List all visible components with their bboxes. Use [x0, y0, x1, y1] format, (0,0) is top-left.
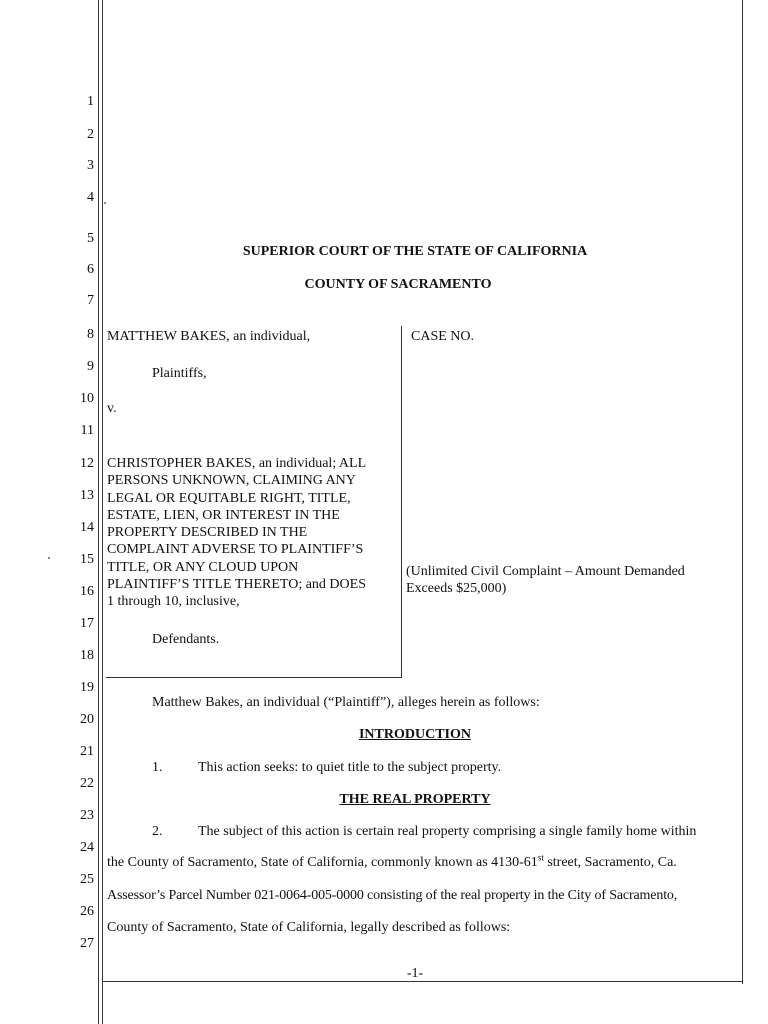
- line-number: 13: [80, 488, 94, 503]
- line-number: 23: [80, 808, 94, 823]
- line-number: 16: [80, 584, 94, 599]
- page-number: -1-: [406, 966, 424, 981]
- line-number: 17: [80, 616, 94, 631]
- defendant-role: Defendants.: [152, 632, 220, 647]
- line-number: 11: [80, 423, 94, 438]
- line-number: 14: [80, 520, 94, 535]
- line-number: 12: [80, 456, 94, 471]
- case-number-label: CASE NO.: [411, 329, 475, 344]
- line-number: 4: [87, 190, 94, 205]
- heading-real-property: THE REAL PROPERTY: [339, 792, 491, 807]
- line-number: 15: [80, 552, 94, 567]
- right-margin-rule: [742, 0, 743, 984]
- line-number: 21: [80, 744, 94, 759]
- paragraph-2-text: street, Sacramento, Ca.: [543, 855, 677, 870]
- defendant-line: PROPERTY DESCRIBED IN THE: [107, 525, 308, 541]
- plaintiff-role: Plaintiffs,: [152, 366, 207, 381]
- line-number: 26: [80, 904, 94, 919]
- defendant-line: PLAINTIFF’S TITLE THERETO; and DOES: [107, 577, 366, 593]
- stray-mark: [104, 202, 106, 204]
- defendant-line: COMPLAINT ADVERSE TO PLAINTIFF’S: [107, 542, 364, 558]
- line-number: 25: [80, 872, 94, 887]
- paragraph-1-number: 1.: [152, 760, 163, 775]
- defendant-line: CHRISTOPHER BAKES, an individual; ALL: [107, 456, 367, 471]
- defendant-names: [107, 455, 395, 611]
- defendant-line: TITLE, OR ANY CLOUD UPON: [107, 559, 299, 575]
- versus-label: v.: [107, 401, 117, 416]
- caption-divider-vertical: [401, 326, 402, 678]
- line-number: 20: [80, 712, 94, 727]
- caption-divider-bottom: [106, 677, 402, 678]
- defendant-line: ESTATE, LIEN, OR INTEREST IN THE: [107, 507, 340, 523]
- paragraph-1-text: This action seeks: to quiet title to the subject property.: [198, 760, 502, 775]
- line-number: 9: [87, 359, 94, 374]
- line-number: 3: [87, 158, 94, 173]
- paragraph-2-number: 2.: [152, 824, 163, 839]
- complaint-type-line2: Exceeds $25,000): [406, 581, 507, 596]
- paragraph-2-line: County of Sacramento, State of California, legally described as follows:: [107, 920, 511, 935]
- line-number: 5: [87, 231, 94, 246]
- paragraph-2-line: Assessor’s Parcel Number 021-0064-005-0000 consisting of the real property in the City of Sacramento,: [107, 888, 678, 903]
- stray-mark: [48, 557, 50, 559]
- left-margin-rule-inner: [102, 0, 103, 1024]
- court-title: SUPERIOR COURT OF THE STATE OF CALIFORNIA: [242, 244, 588, 259]
- left-margin-rule-outer: [98, 0, 99, 1024]
- line-number: 7: [87, 293, 94, 308]
- intro-sentence: Matthew Bakes, an individual (“Plaintiff”), alleges herein as follows:: [152, 695, 540, 710]
- defendant-line: 1 through 10, inclusive,: [107, 594, 240, 610]
- paragraph-2-text: the County of Sacramento, State of California, commonly known as 4130-61: [107, 855, 538, 870]
- defendant-line: PERSONS UNKNOWN, CLAIMING ANY: [107, 473, 356, 489]
- line-number: 6: [87, 262, 94, 277]
- line-number: 8: [87, 327, 94, 342]
- line-number: 2: [87, 127, 94, 142]
- line-number: 27: [80, 936, 94, 951]
- ordinal-suffix: st: [537, 852, 544, 863]
- paragraph-2-line: [107, 854, 677, 871]
- line-number: 18: [80, 648, 94, 663]
- complaint-type-line1: (Unlimited Civil Complaint – Amount Demanded: [406, 564, 685, 579]
- line-number: 22: [80, 776, 94, 791]
- line-number: 19: [80, 680, 94, 695]
- heading-introduction: INTRODUCTION: [358, 727, 471, 742]
- line-number: 24: [80, 840, 94, 855]
- court-county: COUNTY OF SACRAMENTO: [304, 277, 492, 292]
- line-number: 10: [80, 391, 94, 406]
- plaintiff-name: MATTHEW BAKES, an individual,: [107, 329, 311, 344]
- line-number: 1: [87, 94, 94, 109]
- paragraph-2-line: The subject of this action is certain real property comprising a single family home within: [198, 824, 697, 839]
- defendant-line: LEGAL OR EQUITABLE RIGHT, TITLE,: [107, 490, 351, 506]
